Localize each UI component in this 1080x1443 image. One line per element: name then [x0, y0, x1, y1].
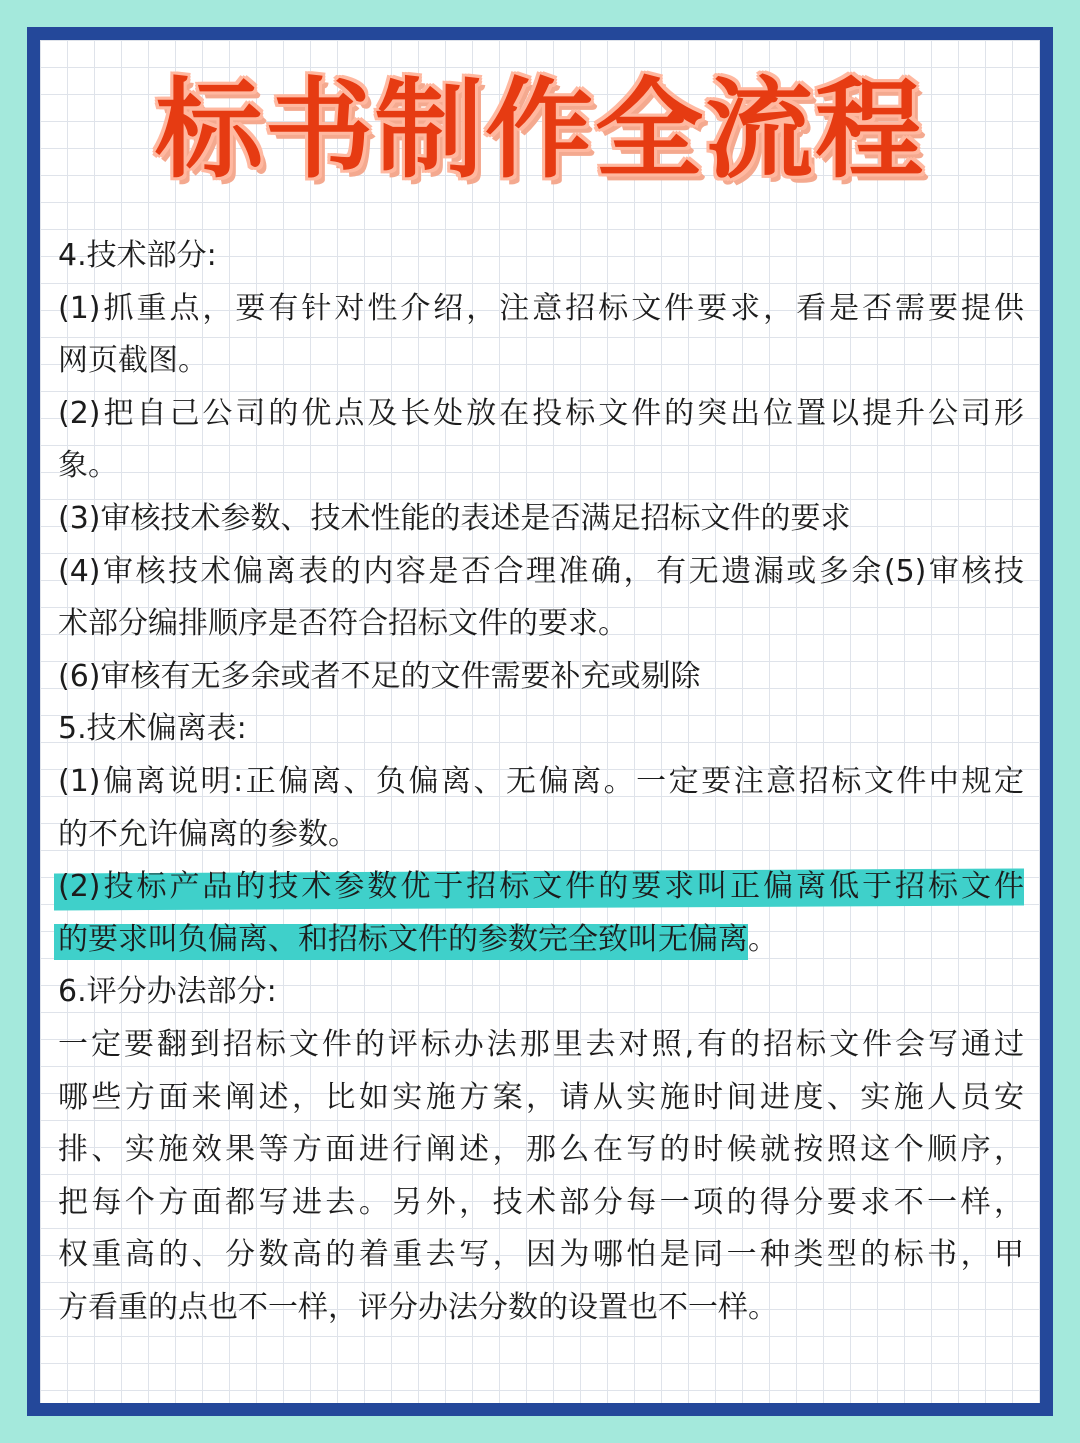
text-line: 象。	[58, 448, 118, 484]
text-line: (2)把自己公司的优点及长处放在投标文件的突出位置以提升公司形	[58, 395, 1024, 431]
highlighted-text: 的要求叫负偏离、和招标文件的参数完全致叫无偏离	[58, 914, 748, 967]
text-line: 排、实施效果等方面进行阐述，那么在写的时候就按照这个顺序，	[58, 1132, 1024, 1168]
text-line: 方看重的点也不一样，评分办法分数的设置也不一样。	[58, 1289, 778, 1325]
section-heading-technical: 4.技术部分:	[58, 238, 217, 273]
highlighted-text-line: (2)投标产品的技术参数优于招标文件的要求叫正偏离低于招标文件	[58, 861, 1024, 914]
highlighted-text-line-end	[58, 914, 1024, 967]
text-line: 网页截图。	[58, 343, 208, 379]
text-line: (1)偏离说明:正偏离、负偏离、无偏离。一定要注意招标文件中规定	[58, 763, 1024, 799]
text-line: (1)抓重点，要有针对性介绍，注意招标文件要求，看是否需要提供	[58, 290, 1024, 326]
text-line: (6)审核有无多余或者不足的文件需要补充或剔除	[58, 658, 701, 694]
section-heading-scoring: 6.评分办法部分:	[58, 974, 277, 1010]
content-body	[58, 230, 1024, 1334]
text-line: 一定要翻到招标文件的评标办法那里去对照,有的招标文件会写通过	[58, 1026, 1024, 1062]
text-line: 权重高的、分数高的着重去写，因为哪怕是同一种类型的标书，甲	[58, 1237, 1024, 1273]
text-line: (3)审核技术参数、技术性能的表述是否满足招标文件的要求	[58, 500, 851, 536]
text-line: 哪些方面来阐述，比如实施方案，请从实施时间进度、实施人员安	[58, 1079, 1024, 1115]
text-line: (4)审核技术偏离表的内容是否合理准确，有无遗漏或多余(5)审核技	[58, 553, 1024, 589]
section-heading-deviation-table: 5.技术偏离表:	[58, 711, 247, 747]
page-title: 标书制作全流程	[154, 68, 925, 193]
text-line: 把每个方面都写进去。另外，技术部分每一项的得分要求不一样，	[58, 1184, 1024, 1220]
text-line: 术部分编排顺序是否符合招标文件的要求。	[58, 606, 628, 642]
text-line: 的不允许偏离的参数。	[58, 816, 358, 852]
text-period: 。	[748, 921, 778, 957]
